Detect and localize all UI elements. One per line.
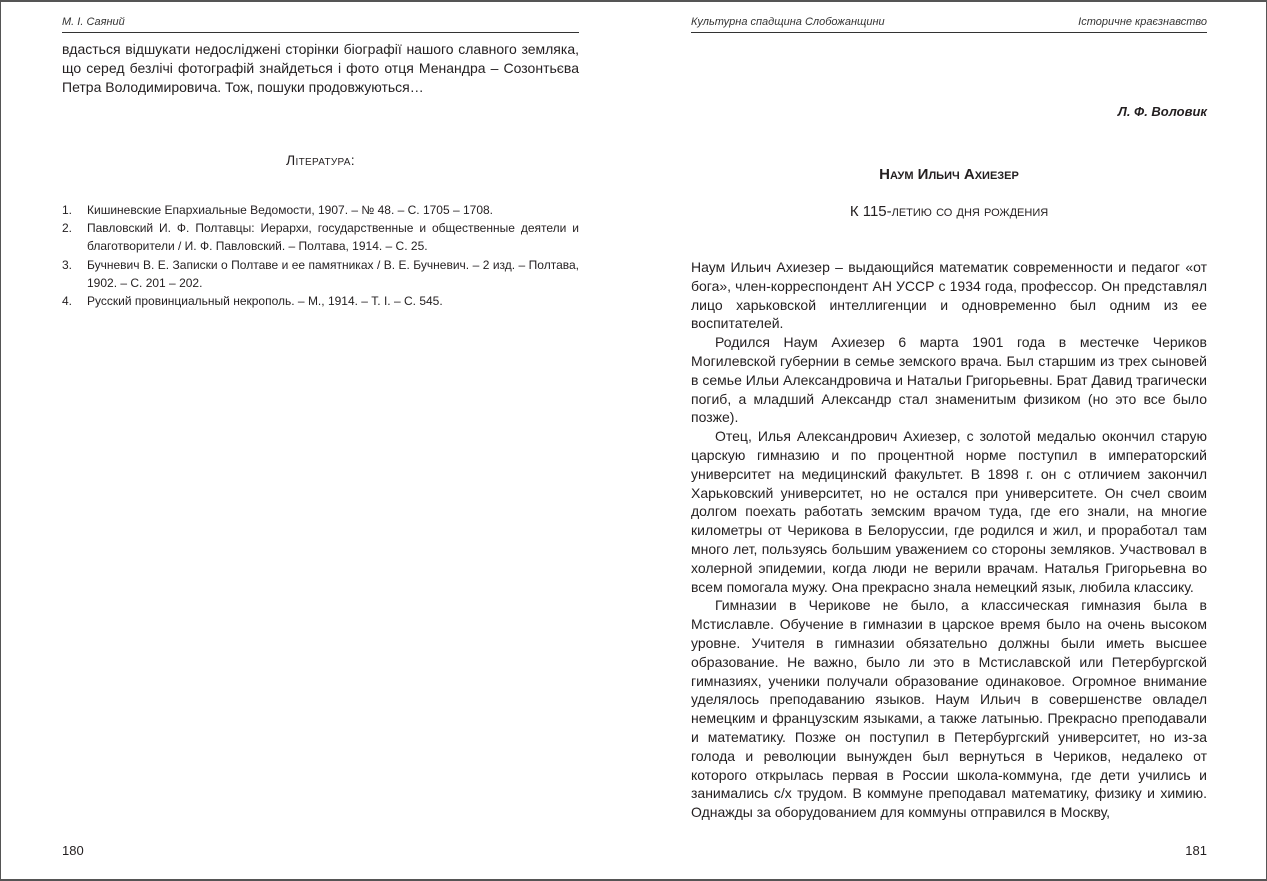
article-paragraph: Гимназии в Черикове не было, а классическая гимназия была в Мстиславле. Обучение в гимназии в царское время было на очень высоком уровне. Учителя в гимназии обязательно должны были иметь высшее образование. Не важно, было ли это в Мстиславской или Петербургской гимназиях, ученики получали образование одинаковое. Огромное внимание уделялось преподаванию языков. Наум Ильич в совершенстве овладел немецким и французским языками, а также латынью. Прекрасно преподавали и математику. Позже он поступил в Петербургский университет, но из-за голода и революции вынужден был вернуться в Чериков, недалеко от которого открылась первая в России школа-коммуна, где дети учились и занимались с/х трудом. В коммуне преподавал математику, физику и химию. Однажды за оборудованием для коммуны отправился в Москву, xyxy=(691,597,1207,821)
page-number: 181 xyxy=(1185,843,1207,858)
right-page xyxy=(691,0,1207,881)
reference-item xyxy=(62,292,579,310)
page-number: 180 xyxy=(62,843,84,858)
reference-item xyxy=(62,256,579,292)
left-page xyxy=(62,0,579,881)
running-head-author: М. І. Саяний xyxy=(62,16,125,28)
reference-number: 3. xyxy=(62,257,73,272)
running-head-section: Історичне краєзнавство xyxy=(1078,16,1207,28)
reference-text: Павловский И. Ф. Полтавцы: Иерархи, государственные и общественные деятели и благотворители / И. Ф. Павловский. – Полтава, 1914. – С. 25. xyxy=(87,221,579,254)
running-head xyxy=(62,14,579,33)
reference-text: Бучневич В. Е. Записки о Полтаве и ее памятниках / В. Е. Бучневич. – 2 изд. – Полтава, 1902. – С. 201 – 202. xyxy=(87,257,579,290)
continuation-paragraph: вдасться відшукати недосліджені сторінки біографії нашого славного земляка, що серед безлічі фотографій знайдеться і фото отця Менандра – Созонтьєва Петра Володимировича. Тож, пошуки продовжуються… xyxy=(62,41,579,95)
article-paragraph: Отец, Илья Александрович Ахиезер, с золотой медалью окончил старую царскую гимназию и по процентной норме поступил в императорский университет на медицинский факультет. В 1898 г. он с отличием закончил Харьковский университет, но не остался при университете. Он счел своим долгом поехать работать земским врачом туда, где его знали, на многие километры от Черикова в Белоруссии, где родился и жил, и проработал там много лет, пользуясь большим уважением со стороны земляков. Участвовал в холерной эпидемии, когда люди не верили врачам. Наталья Григорьевна во всем помогала мужу. Она прекрасно знала немецкий язык, любила классику. xyxy=(691,428,1207,595)
continuation-text-block xyxy=(62,40,579,96)
article-body xyxy=(691,258,1207,822)
reference-number: 4. xyxy=(62,294,73,309)
article-paragraph: Наум Ильич Ахиезер – выдающийся математик современности и педагог «от бога», член-корреспондент АН УССР с 1934 года, профессор. Он представлял лицо харьковской интеллигенции и одновременно был одним из ее воспитателей. xyxy=(691,259,1207,332)
literature-heading: Література: xyxy=(286,152,355,168)
reference-item xyxy=(62,201,579,219)
reference-text: Русский провинциальный некрополь. – М., 1914. – Т. I. – С. 545. xyxy=(87,294,443,309)
running-head xyxy=(691,14,1207,33)
article-title: Наум Ильич Ахиезер xyxy=(879,166,1019,183)
reference-number: 1. xyxy=(62,203,73,217)
running-head-journal: Культурна спадщина Слобожанщини xyxy=(691,16,885,28)
article-author: Л. Ф. Воловик xyxy=(1117,104,1207,119)
article-paragraph: Родился Наум Ахиезер 6 марта 1901 года в местечке Чериков Могилевской губернии в семье земского врача. Был старшим из трех сыновей в семье Ильи Александровича и Натальи Григорьевны. Брат Давид трагически погиб, а младший Александр стал знаменитым физиком (но это все было позже). xyxy=(691,334,1207,426)
reference-text: Кишиневские Епархиальные Ведомости, 1907. – № 48. – С. 1705 – 1708. xyxy=(87,203,494,217)
article-subtitle: К 115-летию со дня рождения xyxy=(849,203,1049,220)
reference-item xyxy=(62,219,579,255)
reference-list xyxy=(62,201,579,310)
reference-number: 2. xyxy=(62,221,73,236)
